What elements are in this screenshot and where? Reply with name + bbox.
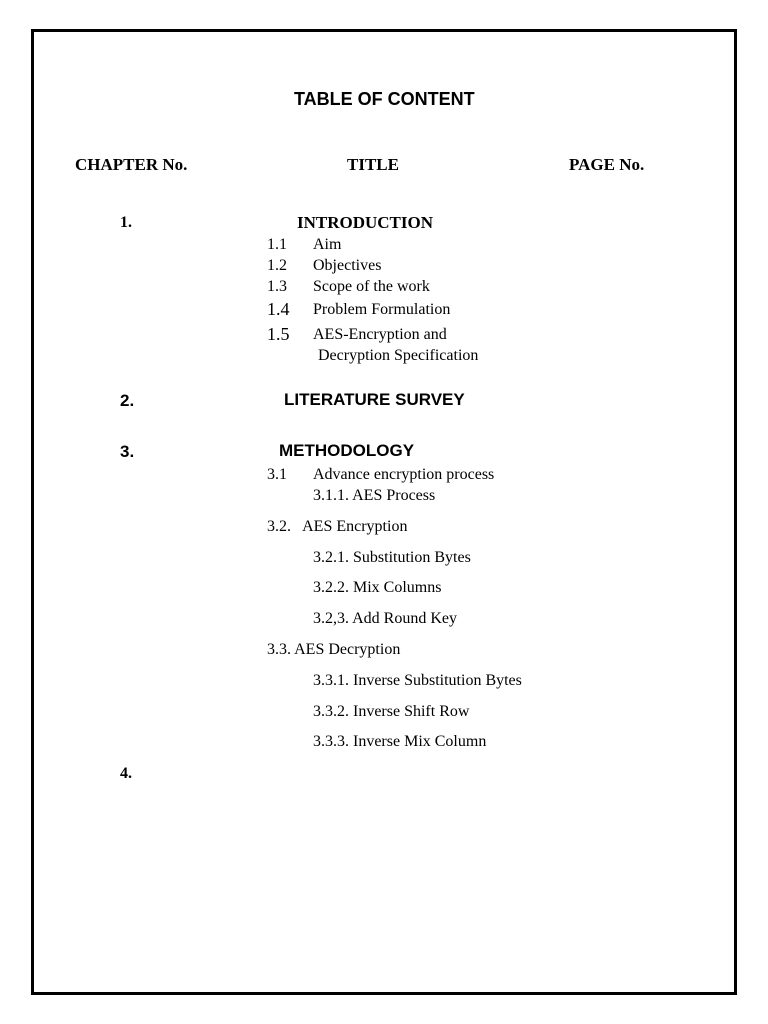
column-header-page: PAGE No. <box>569 155 645 174</box>
section-label: Advance encryption process <box>313 466 495 483</box>
chapter-title: LITERATURE SURVEY <box>284 390 465 409</box>
column-header-title: TITLE <box>347 155 399 174</box>
section-number: 1.1 <box>267 236 287 253</box>
chapter-number: 4. <box>120 765 132 782</box>
chapter-title: METHODOLOGY <box>279 441 415 460</box>
section-number: 3.1 <box>267 466 287 483</box>
section-entry: 3.2. AES Encryption <box>267 518 408 535</box>
section-number: 1.4 <box>267 299 290 319</box>
section-number: 1.3 <box>267 278 287 295</box>
chapter-title: INTRODUCTION <box>297 213 434 232</box>
section-label: AES-Encryption and <box>313 326 447 343</box>
section-label: Problem Formulation <box>313 301 451 318</box>
subsection-entry: 3.1.1. AES Process <box>313 487 436 504</box>
section-entry: 3.3. AES Decryption <box>267 641 401 658</box>
section-label: Scope of the work <box>313 278 430 295</box>
section-number: 1.5 <box>267 324 290 344</box>
chapter-number: 1. <box>120 214 132 231</box>
chapter-number: 2. <box>120 391 135 410</box>
document-title: TABLE OF CONTENT <box>294 89 475 109</box>
subsection-entry: 3.2,3. Add Round Key <box>313 610 457 627</box>
chapter-number: 3. <box>120 442 135 461</box>
subsection-entry: 3.2.1. Substitution Bytes <box>313 549 471 566</box>
section-label: Objectives <box>313 257 382 274</box>
section-label: Aim <box>313 236 342 253</box>
subsection-entry: 3.3.3. Inverse Mix Column <box>313 733 487 750</box>
subsection-entry: 3.3.1. Inverse Substitution Bytes <box>313 672 522 689</box>
section-number: 1.2 <box>267 257 287 274</box>
column-header-chapter: CHAPTER No. <box>75 155 188 174</box>
subsection-entry: 3.2.2. Mix Columns <box>313 579 442 596</box>
section-label-continued: Decryption Specification <box>318 347 479 364</box>
subsection-entry: 3.3.2. Inverse Shift Row <box>313 703 470 720</box>
